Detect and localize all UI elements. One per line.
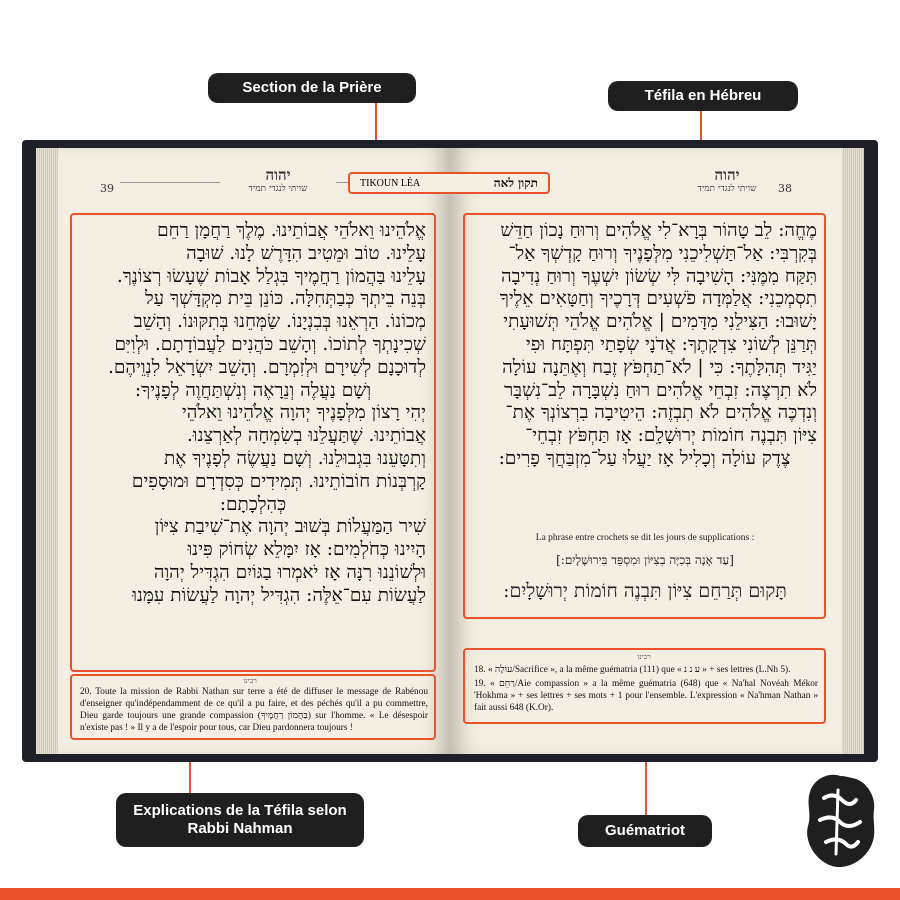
left-note-header: רבינו bbox=[243, 676, 257, 685]
page-edge-left bbox=[36, 148, 58, 754]
left-header-rule-2 bbox=[336, 182, 348, 183]
bottom-accent-bar bbox=[0, 888, 900, 900]
right-page-number: 38 bbox=[778, 182, 792, 195]
left-header-mark: יהוה שויתי לנגדי תמיד bbox=[248, 166, 308, 194]
breslev-logo-icon bbox=[800, 770, 880, 870]
closing-line: תָּקוּם תְּרַחֵם צִיּוֹן תִּבְנֶה חוֹמוֹת יְרוּשָׁלָיִם: bbox=[503, 580, 787, 602]
bracket-line: [עַד אָנָה בְּכִיָּה בְצִיּוֹן וּמִסְפֵּד בִּירוּשָׁלָיִם:] bbox=[556, 553, 734, 567]
section-label-he: תקון לאה bbox=[493, 175, 538, 190]
callout-section: Section de la Prière bbox=[208, 73, 416, 103]
callout-tefila-hebrew: Téfila en Hébreu bbox=[608, 81, 798, 111]
right-note-19: 19. « רַחֵם/Aie compassion » a la même guématria (648) que « Na'hal Novéah Mékor 'Hokhma » + ses lettres + ses mots + 1 pour l'ensemble. L'expression « Na'hman Nathan » fait aussi 648 (K.Or). bbox=[474, 679, 819, 713]
instruction-text: La phrase entre crochets se dit les jours de supplications : bbox=[535, 533, 755, 543]
right-prayer-text: מֶחֱה: לֵב טָהוֹר בְּרָא־לִי אֱלֹהִים וְרוּחַ נָכוֹן חַדֵּשׁ בְּקִרְבִּי: אַל־תַּשְׁלִיכֵנִי מִלְּפָנֶיךָ וְרוּחַ קָדְשְׁךָ אַל־ תִּקַּח מִמֶּנִּי: הָשִׁיבָה לִּי שְׂשׂוֹן יִשְׁעֶךָ וְרוּחַ נְדִיבָה תִסְמְכֵנִי: אֲלַמְּדָה פֹשְׁעִים דְּרָכֶיךָ וְחַטָּאִים אֵלֶיךָ יָשׁוּבוּ: הַצִּילֵנִי מִדָּמִים | אֱלֹהִים אֱלֹהֵי תְּשׁוּעָתִי תְּרַנֵּן לְשׁוֹנִי צִדְקָתֶךָ: אֲדֹנָי שְׂפָתַי תִּפְתָּח וּפִי יַגִּיד תְּהִלָּתֶךָ: כִּי | לֹא־תַחְפֹּץ זֶבַח וְאֶתֵּנָה עוֹלָה לֹא תִרְצֶה: זִבְחֵי אֱלֹהִים רוּחַ נִשְׁבָּרָה לֵב־נִשְׁבָּר וְנִדְכֶּה אֱלֹהִים לֹא תִבְזֶה: הֵיטִיבָה בִרְצוֹנְךָ אֶת־ צִיּוֹן תִּבְנֶה חוֹמוֹת יְרוּשָׁלִָם: אָז תַּחְפֹּץ זִבְחֵי־ צֶדֶק עוֹלָה וְכָלִיל אָז יַעֲלוּ עַל־מִזְבַּחֲךָ פָרִים: bbox=[498, 220, 817, 469]
section-label-box bbox=[348, 172, 550, 194]
page-edge-right bbox=[842, 148, 864, 754]
right-note-header: רבינו bbox=[637, 652, 651, 661]
left-page-number: 39 bbox=[100, 182, 114, 195]
callout-explanations: Explications de la Téfila selon Rabbi Nahman bbox=[116, 793, 364, 847]
left-header-rule bbox=[120, 182, 220, 183]
right-header-mark: יהוה שויתי לנגדי תמיד bbox=[697, 166, 757, 194]
callout-guematriot: Guématriot bbox=[578, 815, 712, 847]
section-label-fr: TIKOUN LÉA bbox=[360, 177, 421, 189]
left-note-text: 20. Toute la mission de Rabbi Nathan sur terre a été de diffuser le message de Rabénou d'enseigner qu'indépendamment de ce qu'il a pu faire, et des péchés qu'il a pu commettre, Dieu garde toujours une grande compassion (בַּהֲמוֹן רַחֲמֶיךָ) sur l'homme. « Le désespoir n'existe pas ! » Il y a de l'espoir pour tous, car Dieu pardonnera toujours ! bbox=[80, 687, 428, 733]
left-prayer-text: אֱלֹהֵינוּ וֵאלֹהֵי אֲבוֹתֵינוּ. מֶלֶךְ רַחֲמָן רַחֵם עָלֵינוּ. טוֹב וּמֵטִיב הִדָּרֶשׁ לָנוּ. שׁוּבָה עָלֵינוּ בַּהֲמוֹן רַחֲמֶיךָ בִּגְלַל אָבוֹת שֶׁעָשׂוּ רְצוֹנֶךָ. בְּנֵה בֵיתְךָ כְּבַתְּחִלָּה. כּוֹנֵן בֵּית מִקְדָּשְׁךָ עַל מְכוֹנוֹ. הַרְאֵנוּ בְּבִנְיָנוֹ. שַׂמְּחֵנוּ בְּתִקּוּנוֹ. וְהָשֵׁב שְׁכִינָתְךָ לְתוֹכוֹ. וְהָשֵׁב כֹּהֲנִים לַעֲבוֹדָתָם. וּלְוִיִּם לְדוּכָנָם לְשִׁירָם וּלְזִמְרָם. וְהָשֵׁב יִשְׂרָאֵל לִנְוֵיהֶם. וְשָׁם נַעֲלֶה וְנֵרָאֶה וְנִשְׁתַּחֲוֶה לְפָנֶיךָ: יְהִי רָצוֹן מִלְּפָנֶיךָ יְהוָה אֱלֹהֵינוּ וֵאלֹהֵי אֲבוֹתֵינוּ. שֶׁתַּעֲלֵנוּ בְשִׂמְחָה לְאַרְצֵנוּ. וְתִטָּעֵנוּ בִּגְבוּלֵנוּ. וְשָׁם נַעֲשֶׂה לְפָנֶיךָ אֶת קָרְבְּנוֹת חוֹבוֹתֵינוּ. תְּמִידִים כְּסִדְרָם וּמוּסָפִים כְּהִלְכָתָם: שִׁיר הַמַּעֲלוֹת בְּשׁוּב יְהוָה אֶת־שִׁיבַת צִיּוֹן הָיִינוּ כְּחֹלְמִים: אָז יִמָּלֵא שְׂחוֹק פִּינוּ וּלְשׁוֹנֵנוּ רִנָּה אָז יֹאמְרוּ בַגּוֹיִם הִגְדִּיל יְהוָה לַעֲשׂוֹת עִם־אֵלֶּה: הִגְדִּיל יְהוָה לַעֲשׂוֹת עִמָּנוּ bbox=[107, 220, 426, 606]
right-note-18: 18. « עוֹלָה/Sacrifice », a la même guématria (111) que « ע נ נ » + ses lettres (L.Nh 5). bbox=[474, 665, 791, 675]
